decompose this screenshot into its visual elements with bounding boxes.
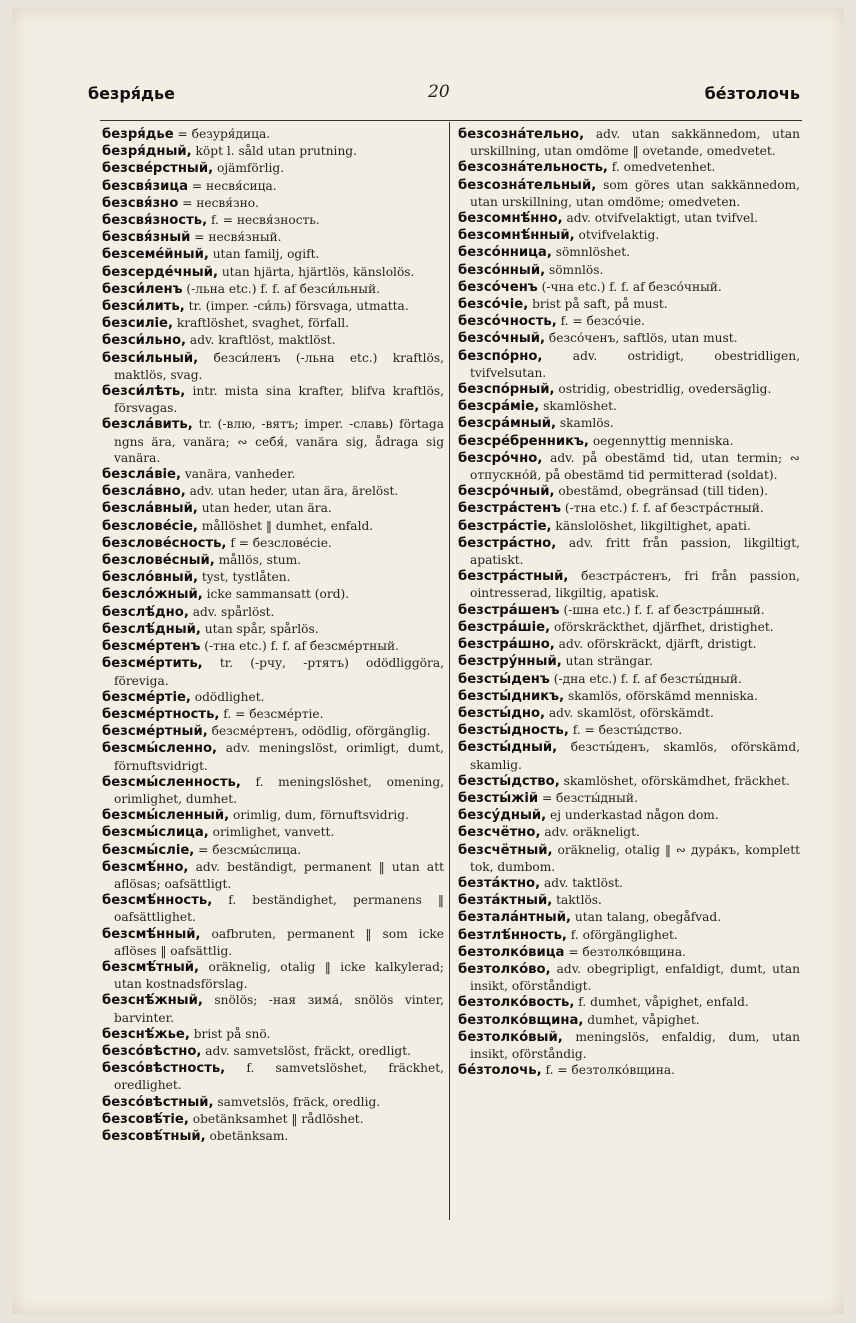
entry-definition: = безсты́дный. [538,790,638,805]
entry-headword: безсмѣ́нность, [102,893,213,909]
header-left-word: безря́дье [88,84,175,103]
entry-definition: som göres utan sakkännedom, utan urskillning, utan omdöme; omedveten. [470,177,800,209]
entry-definition: безсо́ченъ, saftlös, utan must. [545,331,738,346]
entry-headword: безсо́нный, [458,262,546,278]
dictionary-entry [458,450,800,483]
entry-definition: utan hjärta, hjärtlös, känslolös. [217,264,415,279]
dictionary-entry [102,621,444,638]
dictionary-entry [458,279,800,296]
entry-definition: sömnlöshet. [551,245,631,260]
dictionary-entry [102,959,444,992]
entry-headword: безтолко́вый, [458,1029,563,1045]
entry-definition: f. = безсты́дство. [568,723,683,738]
entry-headword: безтолко́во, [458,961,551,977]
entry-headword: безсмы́слица, [102,825,209,841]
entry-headword: безсо́чный, [458,331,546,347]
page-header [88,84,800,116]
dictionary-entry [458,688,800,705]
entry-headword: безсты́дникъ, [458,688,565,704]
entry-definition: = безсмы́слица. [194,842,302,857]
entry-headword: безсвя́зно [102,195,179,211]
dictionary-entry [458,483,800,500]
header-rule [100,120,802,121]
entry-headword: безря́дье [102,127,174,142]
entry-headword: безсо́чіе, [458,297,529,313]
entry-headword: безсвя́зица [102,178,189,194]
entry-definition: utan familj, ogift. [208,247,320,262]
dictionary-entry [458,296,800,313]
entry-headword: безсмы́сленно, [102,741,218,757]
dictionary-entry [102,604,444,621]
dictionary-entry [458,330,800,347]
entry-headword: безсме́ртный, [102,724,208,740]
entry-headword: безстра́стный, [458,569,569,585]
dictionary-entry [458,875,800,892]
entry-definition: utan spår, spårlös. [200,621,319,636]
entry-headword: безсвя́зный [102,230,191,246]
entry-definition: oräknelig, otalig ‖ icke kalkylerad; utan kostnadsförslag. [114,959,444,992]
entry-definition: skamlöshet. [539,399,617,414]
entry-headword: безснѣ́жье, [102,1026,190,1042]
entry-headword: безсты́дство, [458,773,560,789]
entry-headword: безсло́жный, [102,587,203,603]
dictionary-entry [458,773,800,790]
entry-definition: = несвя́зно. [178,195,259,210]
entry-headword: безсвя́зность, [102,213,208,229]
left-column [102,126,444,1226]
entry-definition: = безуря́дица. [173,127,271,141]
entry-definition: f = безслове́сіе. [226,535,332,550]
dictionary-entry [102,807,444,824]
entry-headword: безсме́ртенъ [102,639,201,655]
dictionary-entry [102,143,444,160]
entry-headword: безсты́дно, [458,705,546,721]
entry-headword: безсомнѣ́нно, [458,211,563,227]
entry-headword: безсчётный, [458,842,553,858]
dictionary-entry [458,909,800,926]
entry-headword: безсты́жій [458,790,539,806]
entry-definition: f. = несвя́зность. [207,213,320,228]
dictionary-entry [102,212,444,229]
dictionary-entry [102,859,444,892]
dictionary-entry [102,483,444,500]
dictionary-entry [458,1012,800,1029]
entry-definition: adv. kraftlöst, maktlöst. [186,333,336,348]
entry-definition: f. beständighet, permanens ‖ oafsättlighet. [114,893,444,925]
entry-definition: oräknelig, otalig ‖ ∾ дура́къ, komplett tok, dumbom. [470,842,800,874]
entry-definition: (-тна etc.) f. f. af безсме́ртный. [200,639,399,654]
entry-headword: безсо́нница, [458,245,552,261]
entry-definition: intr. mista sina krafter, blifva kraftlös, försvagas. [114,384,444,416]
entry-definition: tr. (imper. -си́ль) försvaga, utmatta. [184,299,409,314]
entry-definition: orimlighet, vanvett. [208,825,335,840]
entry-headword: безсозна́тельный, [458,177,597,193]
entry-headword: безсла́вный, [102,501,198,517]
dictionary-entry [458,126,800,159]
dictionary-entry [102,706,444,723]
entry-definition: känslolöshet, likgiltighet, apati. [551,518,751,533]
dictionary-entry [102,1043,444,1060]
entry-headword: бе́зтолочь, [458,1063,542,1079]
entry-headword: безсра́міе, [458,399,540,415]
column-divider [449,122,450,1220]
entry-headword: безсро́чный, [458,484,555,500]
entry-headword: безсмы́сленный, [102,808,230,824]
entry-definition: adv. oräkneligt. [540,825,640,840]
entry-definition: tr. (-влю, -вятъ; imper. -славь) förtaga ngns ära, vanära; ∾ себя́, vanära sig, ådraga sig vanära. [114,417,444,465]
entry-headword: безси́лѣть, [102,384,186,400]
entry-definition: skamlös, oförskämd menniska. [564,688,758,703]
entry-definition: obetänksamhet ‖ rådlöshet. [188,1111,364,1126]
entry-definition: ostridig, obestridlig, ovedersäglig. [554,382,772,397]
entry-definition: adv. meningslöst, orimligt, dumt, förnuftsvidrigt. [114,741,444,773]
entry-definition: f. samvetslöshet, fräckhet, oredlighet. [114,1061,444,1093]
dictionary-entry [458,398,800,415]
entry-headword: безсо́вѣстность, [102,1061,226,1077]
dictionary-entry [458,433,800,450]
dictionary-entry [102,500,444,517]
entry-definition: = несвя́зный. [190,230,282,245]
dictionary-entry [102,1128,444,1145]
entry-definition: kraftlöshet, svaghet, förfall. [173,316,350,331]
entry-definition: samvetslös, fräck, oredlig. [213,1094,381,1109]
dictionary-entry [458,927,800,944]
dictionary-entry [458,381,800,398]
entry-headword: безта́ктный, [458,893,553,909]
entry-headword: безсу́дный, [458,808,547,824]
right-column [458,126,800,1226]
entry-headword: безсо́вѣстный, [102,1094,214,1110]
entry-definition: sömnlös. [545,262,604,277]
entry-headword: безсозна́тельность, [458,160,608,176]
entry-headword: безси́льный, [102,350,199,366]
dictionary-entry [102,332,444,349]
entry-headword: безстра́стіе, [458,518,552,534]
dictionary-entry [458,671,800,688]
entry-headword: безстра́шно, [458,637,555,653]
entry-definition: f. meningslöshet, omening, orimlighet, dumhet. [114,774,444,806]
entry-headword: безсла́вно, [102,484,186,500]
entry-headword: безтлѣ́нность, [458,927,567,943]
dictionary-entry [102,552,444,569]
entry-definition: skamlös. [556,416,614,431]
dictionary-entry [102,1026,444,1043]
entry-headword: безслове́сіе, [102,518,198,534]
dictionary-entry [458,227,800,244]
entry-headword: безслѣ́дный, [102,621,201,637]
entry-headword: безсеме́йный, [102,247,209,263]
dictionary-entry [102,264,444,281]
entry-definition: otvifvelaktig. [574,228,660,243]
dictionary-entry [458,961,800,994]
entry-headword: безсовѣ́тный, [102,1128,206,1144]
entry-definition: oafbruten, permanent ‖ som icke aflöses ‖ oafsättlig. [114,926,444,958]
dictionary-entry [458,244,800,261]
entry-headword: безсро́чно, [458,450,543,466]
dictionary-entry [458,653,800,670]
dictionary-entry [102,281,444,298]
entry-headword: безсозна́тельно, [458,127,585,142]
entry-definition: tr. (-рчу, -ртятъ) odödliggöra, föreviga. [114,656,444,688]
entry-definition: mållöshet ‖ dumhet, enfald. [197,518,374,533]
entry-definition: f. omedvetenhet. [607,160,716,175]
entry-headword: безстра́стенъ [458,501,562,517]
entry-headword: безси́лить, [102,299,185,315]
dictionary-entry [102,892,444,925]
entry-headword: безсра́мный, [458,416,557,432]
entry-definition: (-дна etc.) f. f. af безсты́дный. [549,671,742,686]
dictionary-entry [458,636,800,653]
dictionary-entry [102,518,444,535]
entry-headword: безсо́ченъ [458,279,538,295]
dictionary-entry [458,892,800,909]
dictionary-entry [102,350,444,383]
entry-headword: безсо́вѣстно, [102,1043,202,1059]
dictionary-entry [458,177,800,210]
entry-definition: snölös; -ная зима́, snölös vinter, barvinter. [114,993,444,1025]
entry-headword: безстра́шенъ [458,602,560,618]
dictionary-entry [458,824,800,841]
entry-headword: безсмѣ́тный, [102,959,200,975]
entry-definition: f. oförgänglighet. [566,927,678,942]
entry-headword: безсмы́сліе, [102,842,195,858]
entry-definition: f. = безсме́ртіе. [219,706,324,721]
entry-headword: безсмѣ́нный, [102,926,201,942]
entry-definition: adv. oförskräckt, djärft, dristigt. [554,637,757,652]
dictionary-entry [102,195,444,212]
entry-definition: adv. på obestämd tid, utan termin; ∾ отпускно́й, på obestämd tid permitterad (soldat). [470,450,800,483]
entry-definition: (-чна etc.) f. f. af безсо́чный. [537,279,722,294]
entry-headword: безсты́денъ [458,671,550,687]
entry-definition: adv. fritt från passion, likgiltigt, apatiskt. [470,535,800,568]
dictionary-entry [102,740,444,773]
entry-definition: oegennyttig menniska. [588,433,734,448]
dictionary-entry [458,348,800,381]
dictionary-entry [458,842,800,875]
entry-headword: безсме́ртіе, [102,689,191,705]
entry-definition: oförskräckthet, djärfhet, dristighet. [550,619,774,634]
dictionary-entry [102,246,444,263]
entry-headword: безсиліе, [102,316,174,332]
entry-definition: adv. skamlöst, oförskämdt. [545,705,714,720]
dictionary-entry [102,315,444,332]
entry-definition: adv. samvetslöst, fräckt, oredligt. [201,1043,411,1058]
entry-headword: безсты́дный, [458,740,558,756]
dictionary-entry [102,160,444,177]
entry-definition: brist på snö. [189,1026,271,1041]
entry-definition: f. = безсо́чіе. [556,314,645,329]
page-number: 20 [428,82,450,102]
dictionary-entry [102,1111,444,1128]
dictionary-entry [458,1062,800,1079]
entry-definition: (-льна etc.) f. f. af безси́льный. [182,281,380,296]
dictionary-entry [458,210,800,227]
entry-headword: безсомнѣ́нный, [458,228,575,244]
entry-definition: skamlöshet, oförskämdhet, fräckhet. [559,773,790,788]
entry-definition: adv. spårlöst. [188,604,275,619]
entry-headword: безсмѣ́нно, [102,859,189,875]
entry-definition: odödlighet. [190,689,265,704]
entry-definition: adv. obegripligt, enfaldigt, dumt, utan insikt, oförståndigt. [470,961,800,994]
entry-headword: безспо́рно, [458,348,543,364]
dictionary-entry [458,619,800,636]
entry-definition: utan talang, obegåfvad. [570,910,722,925]
entry-definition: adv. utan heder, utan ära, ärelöst. [185,484,399,499]
entry-headword: безсме́ртность, [102,706,220,722]
entry-definition: obetänksam. [205,1128,289,1143]
dictionary-entry [102,992,444,1025]
entry-definition: f. dumhet, våpighet, enfald. [574,995,749,1010]
entry-headword: безслове́сность, [102,535,227,551]
entry-definition: adv. otvifvelaktigt, utan tvifvel. [562,211,758,226]
entry-definition: vanära, vanheder. [181,467,296,482]
dictionary-entry [458,722,800,739]
entry-definition: dumhet, våpighet. [583,1012,700,1027]
dictionary-entry [102,383,444,416]
entry-headword: безсо́чность, [458,314,557,330]
entry-definition: brist på saft, på must. [528,297,668,312]
dictionary-page [12,8,844,1314]
entry-headword: безта́ктно, [458,875,541,891]
dictionary-entry [102,178,444,195]
entry-headword: безсме́ртить, [102,656,203,672]
entry-definition: mållös, stum. [214,553,302,568]
entry-definition: (-тна etc.) f. f. af безстра́стный. [561,501,764,516]
entry-definition: f. = безтолко́вщина. [541,1063,675,1078]
header-right-word: бе́зтолочь [704,84,800,103]
dictionary-entry [102,535,444,552]
dictionary-entry [458,602,800,619]
dictionary-entry [458,994,800,1011]
entry-headword: безснѣ́жный, [102,993,203,1009]
dictionary-entry [458,518,800,535]
dictionary-entry [102,586,444,603]
entry-headword: безтолко́вость, [458,995,575,1011]
dictionary-entry [102,638,444,655]
entry-definition: (-шна etc.) f. f. af безстра́шный. [559,602,765,617]
dictionary-entry [458,159,800,176]
entry-definition: meningslös, enfaldig, dum, utan insikt, oförståndig. [470,1029,800,1061]
entry-headword: безтолко́вщина, [458,1012,584,1028]
dictionary-entry [458,1029,800,1062]
entry-definition: utan heder, utan ära. [197,501,332,516]
entry-definition: безсме́ртенъ, odödlig, oförgänglig. [207,724,431,739]
dictionary-entry [458,568,800,601]
entry-headword: безстра́стно, [458,535,557,551]
dictionary-entry [102,1060,444,1093]
entry-headword: безстра́шіе, [458,619,551,635]
dictionary-entry [102,655,444,688]
dictionary-entry [102,842,444,859]
entry-definition: безси́ленъ (-льна etc.) kraftlös, maktlös, svag. [114,350,444,382]
dictionary-entry [458,415,800,432]
entry-definition: icke sammansatt (ord). [202,587,350,602]
dictionary-entry [102,416,444,466]
dictionary-entry [102,1094,444,1111]
dictionary-entry [458,944,800,961]
entry-headword: безсты́дность, [458,723,569,739]
entry-definition: tyst, tystlåten. [197,570,291,585]
entry-headword: безря́дный, [102,144,192,160]
dictionary-entry [102,298,444,315]
entry-headword: безслѣ́дно, [102,604,189,620]
dictionary-entry [458,807,800,824]
dictionary-entry [102,723,444,740]
entry-headword: безтала́нтный, [458,910,571,926]
entry-headword: безсве́рстный, [102,161,214,177]
entry-headword: безстру́нный, [458,654,562,670]
entry-headword: безси́ленъ [102,281,183,297]
entry-definition: = безтолко́вщина. [564,944,686,959]
dictionary-entry [102,569,444,586]
dictionary-entry [458,790,800,807]
dictionary-entry [102,824,444,841]
dictionary-entry [102,926,444,959]
entry-headword: безсла́віе, [102,467,182,483]
entry-headword: безспо́рный, [458,382,555,398]
entry-headword: безси́льно, [102,333,187,349]
dictionary-entry [102,689,444,706]
entry-headword: безсчётно, [458,825,541,841]
entry-definition: taktlös. [552,893,602,908]
dictionary-entry [458,262,800,279]
entry-headword: безслове́сный, [102,553,215,569]
entry-definition: orimlig, dum, förnuftsvidrig. [229,808,409,823]
entry-headword: безтолко́вица [458,944,565,960]
entry-definition: adv. ostridigt, obestridligen, tvifvelsutan. [470,348,800,380]
dictionary-entry [458,313,800,330]
entry-definition: = несвя́сица. [188,178,277,193]
dictionary-entry [102,126,444,143]
entry-headword: безсло́вный, [102,570,198,586]
entry-definition: köpt l. såld utan prutning. [191,144,357,159]
dictionary-entry [458,500,800,517]
entry-definition: ej underkastad någon dom. [546,808,719,823]
entry-definition: adv. utan sakkännedom, utan urskillning, utan omdöme ‖ ovetande, omedvetet. [470,127,800,159]
entry-definition: ojämförlig. [213,161,285,176]
entry-definition: безсты́денъ, skamlös, oförskämd, skamlig. [470,740,800,772]
entry-headword: безсла́вить, [102,417,193,433]
entry-definition: utan strängar. [561,654,653,669]
dictionary-entry [102,774,444,807]
dictionary-entry [458,705,800,722]
entry-headword: безсовѣ́тіе, [102,1111,189,1127]
entry-definition: adv. beständigt, permanent ‖ utan att aflösas; oafsättligt. [114,859,444,891]
dictionary-entry [102,229,444,246]
entry-headword: безсмы́сленность, [102,774,241,790]
entry-headword: безсре́бренникъ, [458,433,589,449]
entry-headword: безсерде́чный, [102,264,218,280]
entry-definition: безстра́стенъ, fri från passion, ointresserad, likgiltig, apatisk. [470,569,800,601]
entry-definition: adv. taktlöst. [540,875,623,890]
dictionary-entry [458,739,800,772]
entry-definition: obestämd, obegränsad (till tiden). [554,484,769,499]
dictionary-entry [458,535,800,568]
dictionary-entry [102,466,444,483]
